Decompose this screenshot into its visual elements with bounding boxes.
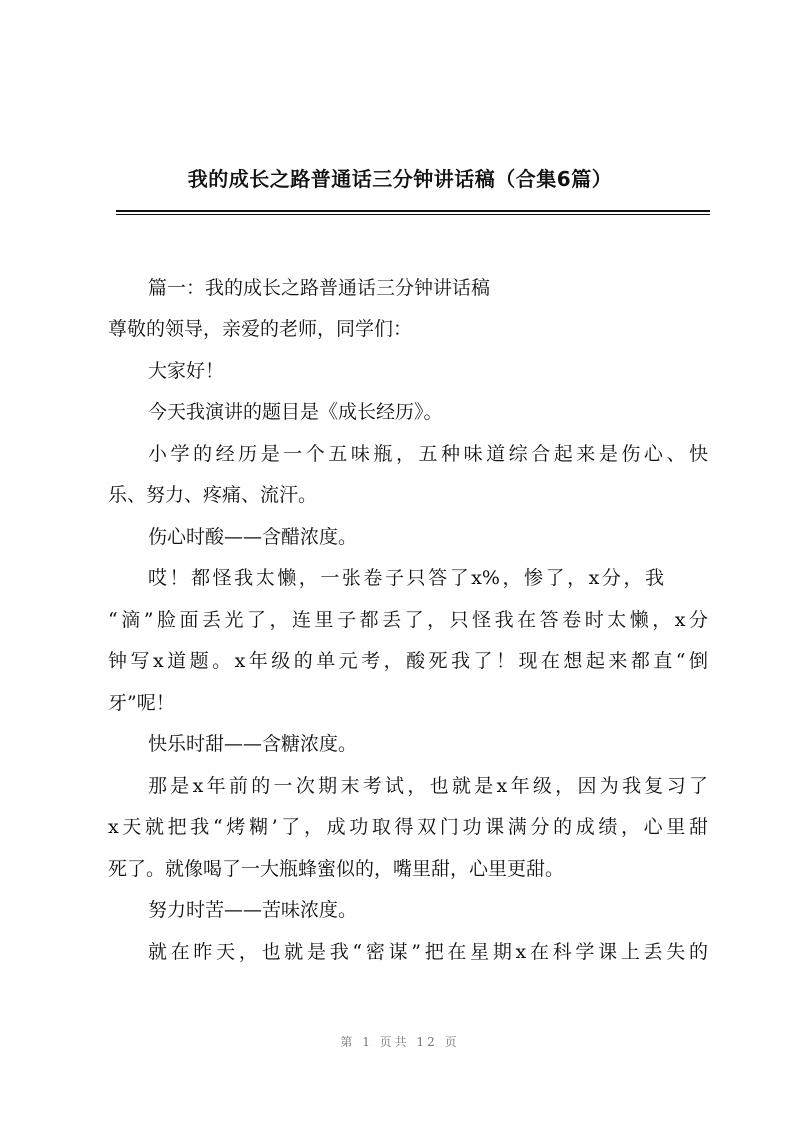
body-line: 牙”呢！ bbox=[108, 692, 175, 714]
body-line: 小学的经历是一个五味瓶，五种味道综合起来是伤心、快 bbox=[148, 443, 708, 465]
body-line: 死了。就像喝了一大瓶蜂蜜似的，嘴里甜，心里更甜。 bbox=[108, 858, 565, 880]
body-line: 伤心时酸——含醋浓度。 bbox=[148, 526, 358, 548]
section-heading: 篇一：我的成长之路普通话三分钟讲话稿 bbox=[148, 277, 491, 299]
body-line: 今天我演讲的题目是《成长经历》。 bbox=[148, 401, 443, 423]
body-line: 就在昨天，也就是我“密谋”把在星期x在科学课上丢失的 bbox=[148, 941, 708, 963]
body-line: 那是x年前的一次期末考试，也就是x年级，因为我复习了 bbox=[148, 775, 708, 797]
body-line: “滴”脸面丢光了，连里子都丢了，只怪我在答卷时太懒，x分 bbox=[108, 609, 708, 631]
body-line: 乐、努力、疼痛、流汗。 bbox=[108, 484, 318, 506]
document-title: 我的成长之路普通话三分钟讲话稿（合集6篇） bbox=[187, 167, 613, 191]
page-footer: 第 1 页共 12 页 bbox=[340, 1035, 460, 1049]
title-divider-thin bbox=[116, 214, 710, 215]
body-line: x天就把我“烤糊’了，成功取得双门功课满分的成绩，心里甜 bbox=[108, 816, 708, 838]
body-line: 努力时苦——苦味浓度。 bbox=[148, 899, 358, 921]
body-line: 大家好！ bbox=[148, 360, 225, 382]
body-line: 钟写x道题。x年级的单元考，酸死我了！现在想起来都直“倒 bbox=[108, 650, 708, 672]
body-line: 哎！都怪我太懒，一张卷子只答了x%，惨了，x分，我 bbox=[148, 567, 664, 589]
title-divider-thick bbox=[116, 210, 710, 212]
body-line: 尊敬的领导，亲爱的老师，同学们： bbox=[108, 318, 413, 340]
body-line: 快乐时甜——含糖浓度。 bbox=[148, 733, 358, 755]
